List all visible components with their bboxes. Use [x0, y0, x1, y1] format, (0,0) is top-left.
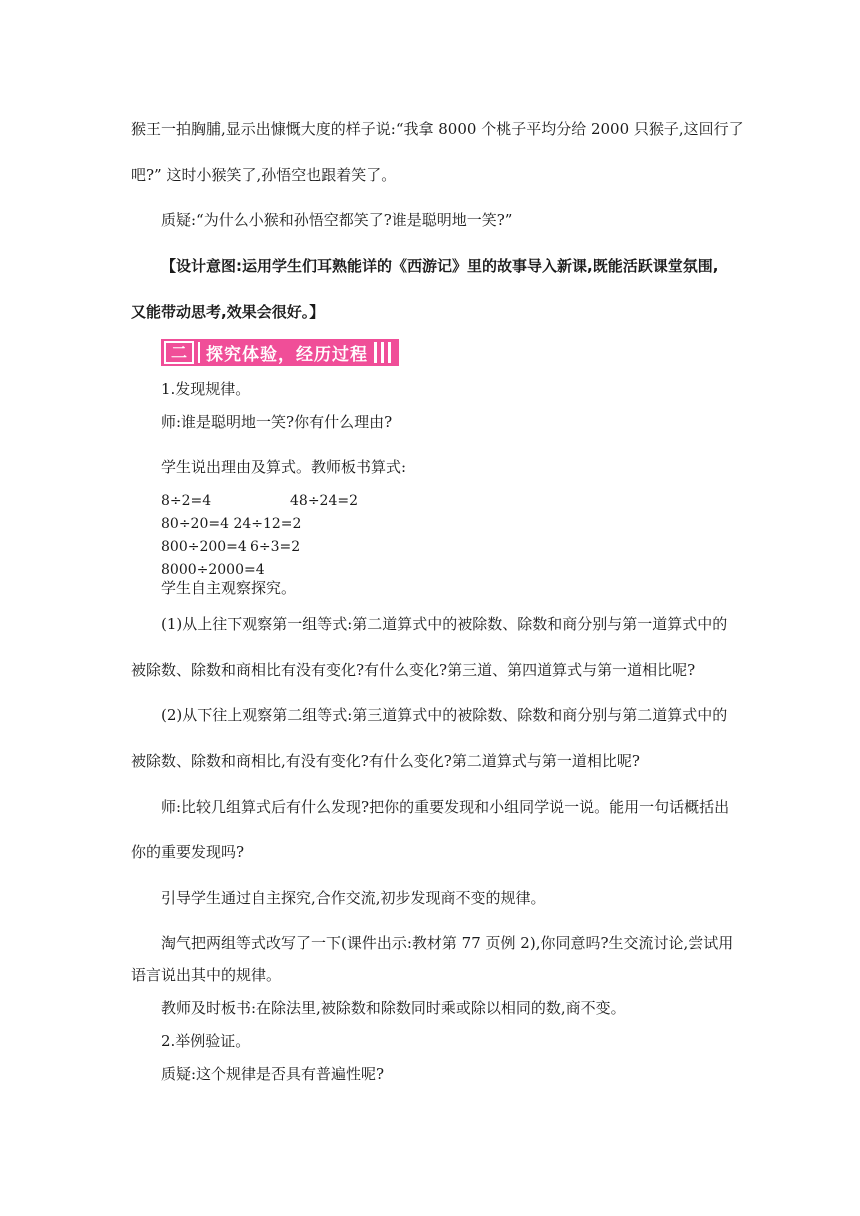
paragraph-line: (2)从下往上观察第二组等式:第三道算式中的被除数、除数和商分别与第二道算式中的 — [161, 706, 728, 724]
paragraph-line: 教师及时板书:在除法里,被除数和除数同时乘或除以相同的数,商不变。 — [161, 999, 626, 1017]
paragraph-line: 猴王一拍胸脯,显示出慷慨大度的样子说:“我拿 8000 个桃子平均分给 2000 只猴子,这回行了 — [131, 120, 744, 138]
paragraph-line: 2.举例验证。 — [161, 1032, 251, 1050]
section-banner — [161, 339, 399, 366]
paragraph-line: 质疑:“为什么小猴和孙悟空都笑了?谁是聪明地一笑?” — [161, 211, 513, 229]
equation: 800÷200=4 — [161, 539, 247, 555]
paragraph-line: 师:谁是聪明地一笑?你有什么理由? — [161, 413, 393, 431]
paragraph-line: 师:比较几组算式后有什么发现?把你的重要发现和小组同学说一说。能用一句话概括出 — [161, 798, 730, 816]
section-title: 探究体验，经历过程 — [206, 345, 368, 365]
paragraph-line: 淘气把两组等式改写了一下(课件出示:教材第 77 页例 2),你同意吗?生交流讨论,尝试用 — [161, 934, 734, 952]
equation: 80÷20=4 24÷12=2 — [161, 516, 302, 532]
section-number: 二 — [164, 341, 194, 364]
equation: 8÷2=4 — [161, 493, 212, 509]
banner-divider — [198, 342, 200, 363]
equation: 8000÷2000=4 — [161, 562, 265, 578]
paragraph-line: 1.发现规律。 — [161, 380, 251, 398]
paragraph-line: 被除数、除数和商相比有没有变化?有什么变化?第三道、第四道算式与第一道相比呢? — [131, 661, 696, 679]
banner-stripes — [374, 342, 391, 363]
equation: 6÷3=2 — [250, 539, 301, 555]
paragraph-line: (1)从上往下观察第一组等式:第二道算式中的被除数、除数和商分别与第一道算式中的 — [161, 615, 728, 633]
paragraph-line: 引导学生通过自主探究,合作交流,初步发现商不变的规律。 — [161, 889, 546, 907]
paragraph-line: 被除数、除数和商相比,有没有变化?有什么变化?第二道算式与第一道相比呢? — [131, 752, 640, 770]
paragraph-line: 吧?” 这时小猴笑了,孙悟空也跟着笑了。 — [131, 166, 397, 184]
equation: 48÷24=2 — [290, 493, 358, 509]
paragraph-line: 学生自主观察探究。 — [161, 579, 297, 597]
design-intent-line: 【设计意图:运用学生们耳熟能详的《西游记》里的故事导入新课,既能活跃课堂氛围, — [161, 257, 719, 275]
paragraph-line: 学生说出理由及算式。教师板书算式: — [161, 458, 407, 476]
paragraph-line: 你的重要发现吗? — [131, 843, 245, 861]
design-intent-line: 又能带动思考,效果会很好。】 — [131, 303, 325, 321]
paragraph-line: 语言说出其中的规律。 — [131, 966, 282, 984]
paragraph-line: 质疑:这个规律是否具有普遍性呢? — [161, 1065, 385, 1083]
